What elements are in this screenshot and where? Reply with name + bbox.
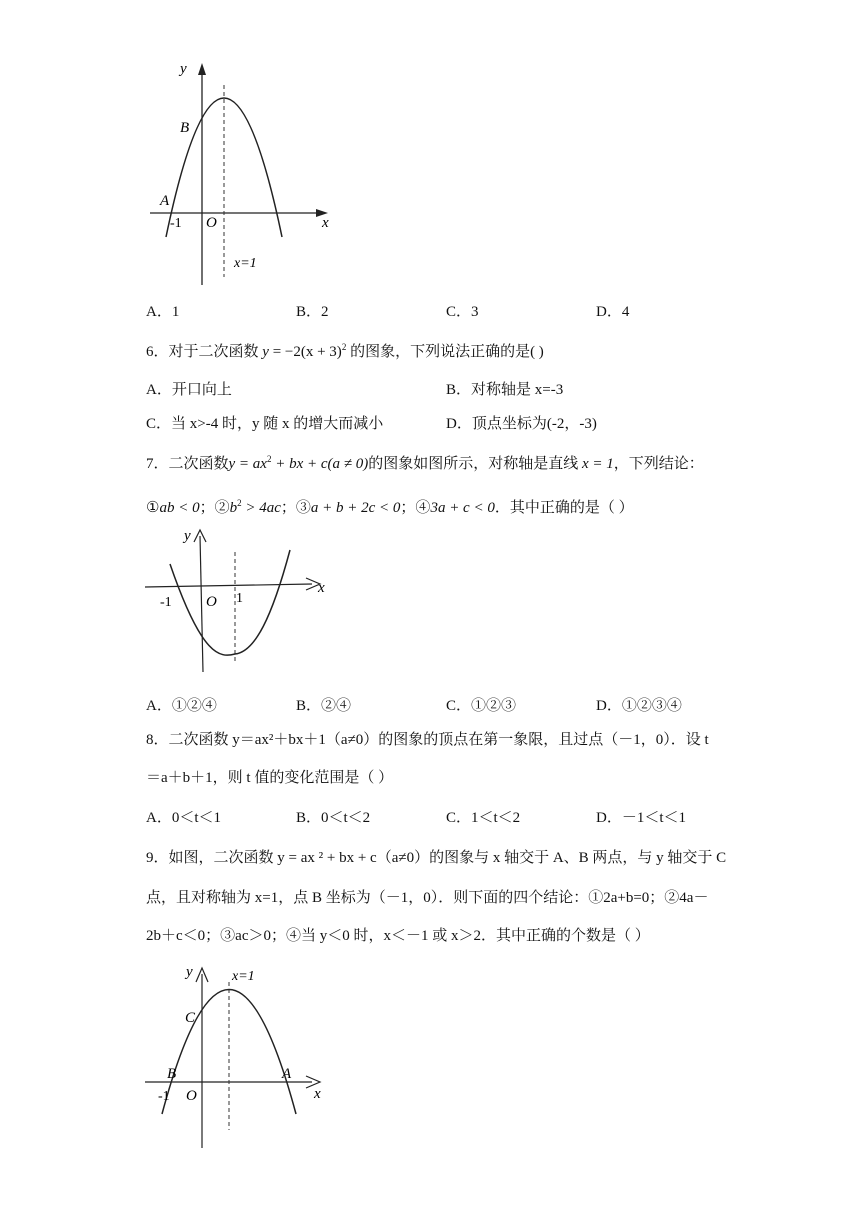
graph-1	[140, 55, 350, 290]
q7-axis: x = 1	[582, 456, 614, 472]
q6-formula-exp: 2	[341, 342, 347, 352]
neg-one-label: -1	[160, 595, 172, 610]
q6-option-c: C．当 x>-4 时，y 随 x 的增大而减小	[146, 416, 384, 432]
q9-stem-line1: 9．如图，二次函数 y = ax ² + bx + c（a≠0）的图象与 x 轴交于 A、B 两点，与 y 轴交于 C	[146, 850, 727, 866]
point-a-label: A	[282, 1066, 292, 1082]
q7-stem-line1	[146, 452, 704, 473]
q7-option-c: C．①②③	[446, 698, 517, 714]
graph-2	[140, 522, 340, 682]
y-label: y	[186, 964, 193, 980]
q5-option-c: C．3	[446, 304, 479, 320]
q7-formula: y = ax	[228, 456, 267, 472]
q7-c3-formula: a + b + 2c < 0	[310, 500, 401, 516]
origin-label: O	[206, 215, 217, 231]
q7-end2: ．其中正确的是（ ）	[494, 500, 634, 516]
y-label: y	[180, 61, 187, 77]
q5-option-d: D．4	[596, 304, 630, 320]
q7-end1: ，下列结论：	[613, 456, 704, 472]
q8-option-b: B．0＜t＜2	[296, 810, 371, 826]
graph-3	[140, 958, 340, 1153]
one-label: 1	[236, 591, 243, 606]
parabola-curve	[170, 550, 290, 655]
q6-suffix: 的图象，下列说法正确的是( )	[350, 344, 544, 360]
q7-formula-2: + bx + c(a ≠ 0)	[271, 456, 369, 472]
parabola-curve	[166, 98, 282, 237]
q7-c2-formula2: > 4ac	[241, 500, 281, 516]
q7-option-b: B．②④	[296, 698, 352, 714]
q7-prefix: 7．二次函数	[146, 456, 229, 472]
q7-option-d: D．①②③④	[596, 698, 682, 714]
q5-option-a: A．1	[146, 304, 180, 320]
q8-stem-line1: 8．二次函数 y＝ax²＋bx＋1（a≠0）的图象的顶点在第一象限，且过点（－1，0）．设 t	[146, 732, 709, 748]
q6-option-b: B．对称轴是 x=-3	[446, 382, 564, 398]
q9-stem-line3: 2b＋c＜0；③ac＞0；④当 y＜0 时，x＜－1 或 x＞2．其中正确的个数是（ ）	[146, 928, 650, 944]
x-label: x	[322, 215, 329, 231]
origin-label: O	[206, 594, 217, 610]
x-label: x	[314, 1086, 321, 1102]
q7-c1: ①	[146, 500, 160, 516]
q7-formula-exp: 2	[266, 454, 272, 464]
y-axis-arrow	[198, 63, 206, 75]
q7-c2-exp: 2	[237, 498, 242, 508]
q6-formula-y: y	[262, 344, 269, 360]
q6-formula: = −2(x + 3)	[268, 344, 342, 360]
x-label: x	[318, 580, 325, 596]
q6-prefix: 6．对于二次函数	[146, 344, 259, 360]
point-b-label: B	[180, 120, 190, 136]
q7-c2: ；②	[199, 500, 230, 516]
point-a-label: A	[160, 193, 170, 209]
q7-c3: ；③	[280, 500, 311, 516]
q6-option-a: A．开口向上	[146, 382, 232, 398]
q8-stem-line2: ＝a＋b＋1，则 t 值的变化范围是（ ）	[146, 770, 394, 786]
q7-stem-line2	[146, 496, 634, 517]
axis-label: x=1	[234, 256, 257, 271]
y-label: y	[184, 528, 191, 544]
q8-option-c: C．1＜t＜2	[446, 810, 521, 826]
q7-mid: 的图象如图所示，对称轴是直线	[368, 456, 579, 472]
point-b-label: B	[167, 1066, 177, 1082]
y-axis	[200, 536, 203, 672]
axis-label: x=1	[232, 969, 255, 984]
q7-option-a: A．①②④	[146, 698, 217, 714]
q6-stem	[146, 340, 544, 361]
neg-one-label: -1	[170, 216, 182, 231]
q9-stem-line2: 点，且对称轴为 x=1，点 B 坐标为（－1，0）．则下面的四个结论：①2a+b=0；②4a－	[146, 890, 709, 906]
point-c-label: C	[185, 1010, 196, 1026]
neg-one-label: -1	[158, 1089, 170, 1104]
origin-label: O	[186, 1088, 197, 1104]
q5-option-b: B．2	[296, 304, 329, 320]
q7-c4-formula: 3a + c < 0	[430, 500, 495, 516]
q7-c2-formula: b	[229, 500, 238, 516]
q8-option-d: D．－1＜t＜1	[596, 810, 687, 826]
q6-option-d: D．顶点坐标为(-2，-3)	[446, 416, 597, 432]
x-axis	[145, 584, 312, 587]
q7-c4: ；④	[400, 500, 431, 516]
q7-c1-formula: ab < 0	[159, 500, 200, 516]
q8-option-a: A．0＜t＜1	[146, 810, 222, 826]
